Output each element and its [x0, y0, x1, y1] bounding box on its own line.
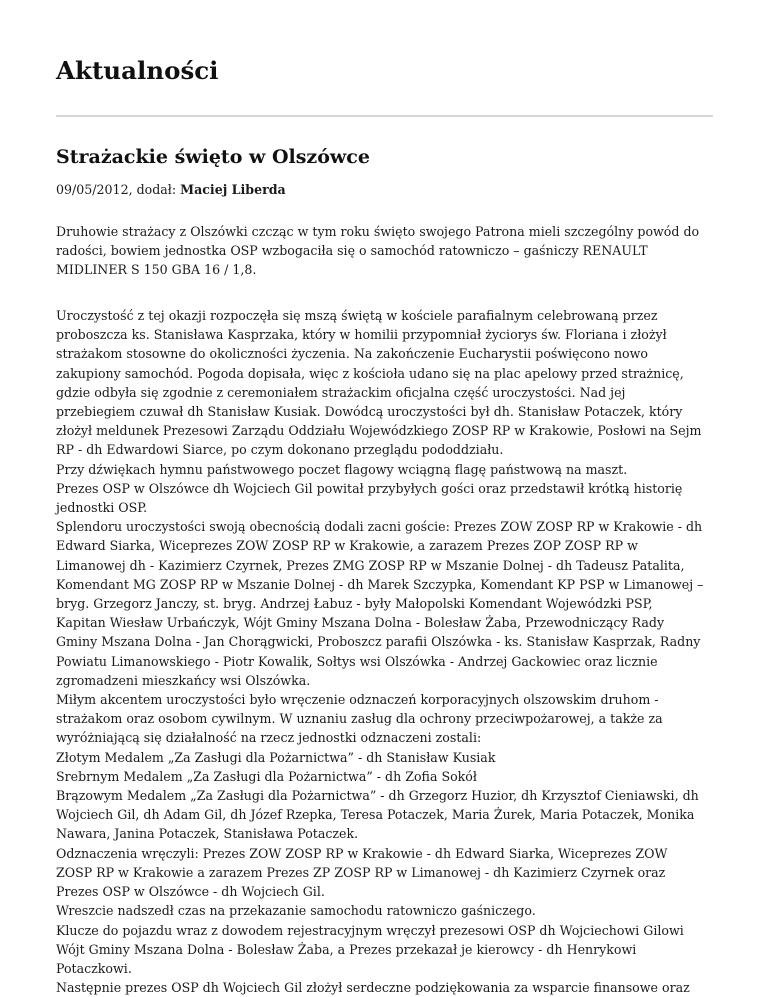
text-line: bryg. Grzegorz Janczy, st. bryg. Andrzej Łabuz - były Małopolski Komendant Wojewódzki PSP, [56, 596, 653, 612]
text-line: Wojciech Gil, dh Adam Gil, dh Józef Rzepka, Teresa Potaczek, Maria Żurek, Maria Potaczek, Monika [56, 807, 695, 823]
text-line: Potaczkowi. [56, 960, 132, 976]
text-line: radości, bowiem jednostka OSP wzbogaciła się o samochód ratowniczo – gaśniczy RENAULT [56, 243, 648, 259]
text-line: Miłym akcentem uroczystości było wręczenie odznaczeń korporacyjnych olszowskim druhom - [56, 692, 659, 708]
text-line: strażakom stosowne do okoliczności życzenia. Na zakończenie Eucharystii poświęcono nowo [56, 346, 649, 362]
title-divider [56, 115, 713, 117]
article-date: 09/05/2012, dodał: [56, 182, 181, 197]
text-line: Powiatu Limanowskiego - Piotr Kowalik, Sołtys wsi Olszówka - Andrzej Gackowiec oraz licznie [56, 653, 658, 669]
text-line: Prezes OSP w Olszówce dh Wojciech Gil powitał przybyłych gości oraz przedstawił krótką historię [56, 480, 683, 496]
text-line: strażakom oraz osobom cywilnym. W uznaniu zasług dla ochrony przeciwpożarowej, a także za [56, 711, 663, 727]
text-line: Druhowie strażacy z Olszówki czcząc w tym roku święto swojego Patrona mieli szczególny powód do [56, 224, 700, 239]
text-line: Brązowym Medalem „Za Zasługi dla Pożarnictwa” - dh Grzegorz Huzior, dh Krzysztof Cieniawski, dh [56, 788, 699, 804]
text-line: złożył meldunek Prezesowi Zarządu Oddziału Wojewódzkiego ZOSP RP w Krakowie, Posłowi na Sejm [56, 423, 702, 439]
text-line: wyróżniającą się działalność na rzecz jednostki odznaczeni zostali: [56, 730, 482, 746]
text-line: Kapitan Wiesław Urbańczyk, Wójt Gminy Mszana Dolna - Bolesław Żaba, Przewodniczący Rady [56, 615, 665, 631]
text-line: Złotym Medalem „Za Zasługi dla Pożarnictwa” - dh Stanisław Kusiak [56, 749, 496, 765]
text-line: zakupiony samochód. Pogoda dopisała, więc z kościoła udano się na plac apelowy przed strażnicę, [56, 365, 684, 381]
text-line: Przy dźwiękach hymnu państwowego poczet flagowy wciągną flagę państwową na maszt. [56, 461, 628, 477]
text-line: Edward Siarka, Wiceprezes ZOW ZOSP RP w Krakowie, a zarazem Prezes ZOP ZOSP RP w [56, 538, 638, 554]
text-line: zgromadzeni mieszkańcy wsi Olszówka. [56, 672, 311, 688]
text-line: Limanowej dh - Kazimierz Czyrnek, Prezes ZMG ZOSP RP w Mszanie Dolnej - dh Tadeusz Patalita, [56, 557, 685, 573]
text-line: ZOSP RP w Krakowie a zarazem Prezes ZP ZOSP RP w Limanowej - dh Kazimierz Czyrnek oraz [56, 864, 666, 880]
text-line: Gminy Mszana Dolna - Jan Chorągwicki, Proboszcz parafii Olszówka - ks. Stanisław Kasprzak, Radny [56, 634, 701, 650]
article-body [56, 306, 716, 997]
text-line: jednostki OSP. [56, 500, 148, 516]
text-line: Komendant MG ZOSP RP w Mszanie Dolnej - dh Marek Szczypka, Komendant KP PSP w Limanowej – [56, 576, 704, 592]
text-line: Odznaczenia wręczyli: Prezes ZOW ZOSP RP w Krakowie - dh Edward Siarka, Wiceprezes ZOW [56, 845, 668, 861]
text-line: Prezes OSP w Olszówce - dh Wojciech Gil. [56, 884, 325, 900]
article-intro [56, 222, 716, 280]
text-line: Uroczystość z tej okazji rozpoczęła się mszą świętą w kościele parafialnym celebrowaną przez [56, 308, 658, 323]
text-line: Następnie prezes OSP dh Wojciech Gil złożył serdeczne podziękowania za wsparcie finansowe oraz [56, 980, 690, 996]
text-line: Splendoru uroczystości swoją obecnością dodali zacni goście: Prezes ZOW ZOSP RP w Krakowie - dh [56, 519, 703, 535]
text-line: Nawara, Janina Potaczek, Stanisława Potaczek. [56, 826, 359, 842]
text-line: gdzie odbyła się zgodnie z ceremoniałem strażackim oficjalna część uroczystości. Nad jej [56, 384, 626, 400]
article-title[interactable]: Strażackie święto w Olszówce [56, 146, 370, 168]
text-line: Klucze do pojazdu wraz z dowodem rejestracyjnym wręczył prezesowi OSP dh Wojciechowi Gilowi [56, 922, 684, 938]
text-line: MIDLINER S 150 GBA 16 / 1,8. [56, 262, 257, 278]
article-author: Maciej Liberda [180, 182, 286, 197]
page-title: Aktualności [56, 56, 219, 85]
text-line: Srebrnym Medalem „Za Zasługi dla Pożarnictwa” - dh Zofia Sokół [56, 768, 477, 784]
text-line: RP - dh Edwardowi Siarce, po czym dokonano przeglądu pododdziału. [56, 442, 504, 458]
text-line: Wreszcie nadszedł czas na przekazanie samochodu ratowniczo gaśniczego. [56, 903, 536, 919]
text-line: proboszcza ks. Stanisława Kasprzaka, który w homilii przypomniał życiorys św. Floriana i złożył [56, 327, 667, 343]
article-meta [56, 180, 286, 199]
text-line: przebiegiem czuwał dh Stanisław Kusiak. Dowódcą uroczystości był dh. Stanisław Potaczek, który [56, 404, 683, 420]
text-line: Wójt Gminy Mszana Dolna - Bolesław Żaba, a Prezes przekazał je kierowcy - dh Henrykowi [56, 941, 637, 957]
